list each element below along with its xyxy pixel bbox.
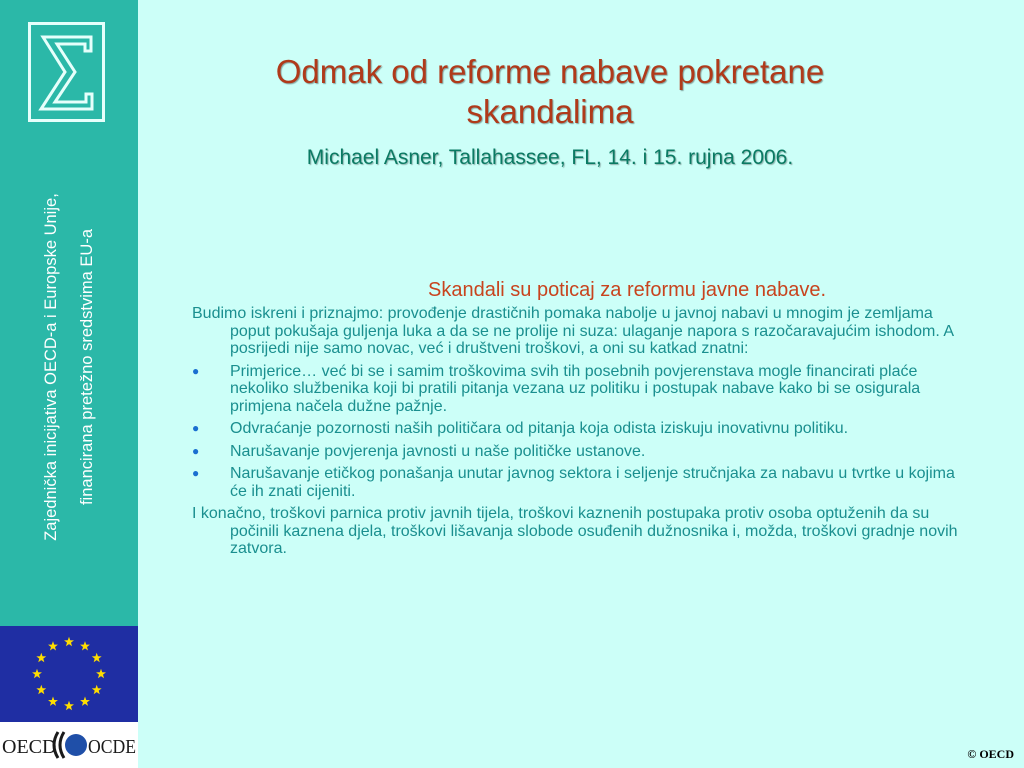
slide-subtitle: Michael Asner, Tallahassee, FL, 14. i 15. rujna 2006. (306, 146, 794, 169)
section-heading-text: Skandali su poticaj za reformu javne nabave (427, 279, 821, 301)
list-item (192, 420, 972, 438)
list-item-text: Narušavanje povjerenja javnosti u naše političke ustanove. (230, 442, 646, 460)
list-item (192, 363, 972, 416)
list-item-text: Primjerice… već bi se i samim troškovima svih tih posebnih povjerenstava mogle financirati plaće nekoliko službenika koji bi pratili pitanja vezana uz politiku i postupak nabave kako bi se osigurala primjena načela dužne pažnje. (230, 362, 921, 415)
eu-star-icon (36, 653, 46, 662)
sigma-logo (28, 22, 105, 122)
slide-body (192, 278, 972, 563)
eu-star-icon (32, 669, 42, 678)
list-item-text: Odvraćanje pozornosti naših političara od pitanja koja odista iziskuju inovativnu politiku. (230, 420, 849, 437)
eu-star-icon (92, 685, 102, 694)
bullet-icon: ● (192, 443, 200, 458)
oecd-logo-text-left: OECD (2, 736, 57, 758)
bullet-icon: ● (192, 466, 200, 480)
eu-star-icon (36, 685, 46, 694)
oecd-logo-icon (0, 722, 138, 768)
eu-star-icon (64, 701, 74, 710)
eu-star-icon (64, 637, 74, 646)
eu-star-icon (96, 669, 106, 678)
closing-paragraph: I konačno, troškovi parnica protiv javnih tijela, troškovi kaznenih postupaka protiv osoba optuženih da su počinili kaznena djela, troškovi lišavanja slobode osuđenih dužnosnika i, možda, troškovi gradnje novih zatvora. (192, 505, 958, 557)
section-heading (192, 278, 972, 302)
eu-star-icon (80, 697, 90, 706)
eu-star-icon (92, 653, 102, 662)
list-item (192, 465, 972, 500)
bullet-icon: ● (192, 421, 200, 435)
slide-title: Odmak od reforme nabave pokretane skandalima (275, 53, 825, 130)
eu-star-icon (80, 641, 90, 650)
oecd-logo (0, 722, 138, 768)
sidebar-caption-line1: Zajednička inicijativa OECD-a i Europske Unije, (42, 193, 60, 541)
sidebar (0, 0, 138, 626)
eu-flag (0, 626, 138, 722)
bullet-icon: ● (192, 363, 200, 378)
sidebar-caption (33, 152, 105, 582)
oecd-emblem-icon (54, 732, 87, 758)
eu-star-icon (48, 697, 58, 706)
intro-paragraph: Budimo iskreni i priznajmo: provođenje drastičnih pomaka nabolje u javnoj nabavi u mnogim je zemljama poput pokušaja guljenja luka a da se ne prolije ni suza: ulaganje napora s razočaravajućim ishodom. A posrijedi nije samo novac, već i društveni troškovi, a oni su katkad znatni: (192, 305, 954, 357)
list-item-text: Narušavanje etičkog ponašanja unutar javnog sektora i seljenje stručnjaka za nabavu u tvrtke u kojima će ih znati cijeniti. (230, 465, 955, 500)
section-heading-dot: . (820, 279, 826, 301)
sigma-icon (31, 25, 102, 119)
sidebar-caption-line2: financirana pretežno sredstvima EU-a (78, 228, 96, 506)
bullet-list (192, 363, 972, 501)
list-item (192, 443, 972, 461)
eu-flag-icon (0, 626, 138, 722)
copyright-notice: © OECD (967, 747, 1014, 761)
eu-star-icon (48, 641, 58, 650)
oecd-logo-text-right: OCDE (88, 736, 136, 758)
